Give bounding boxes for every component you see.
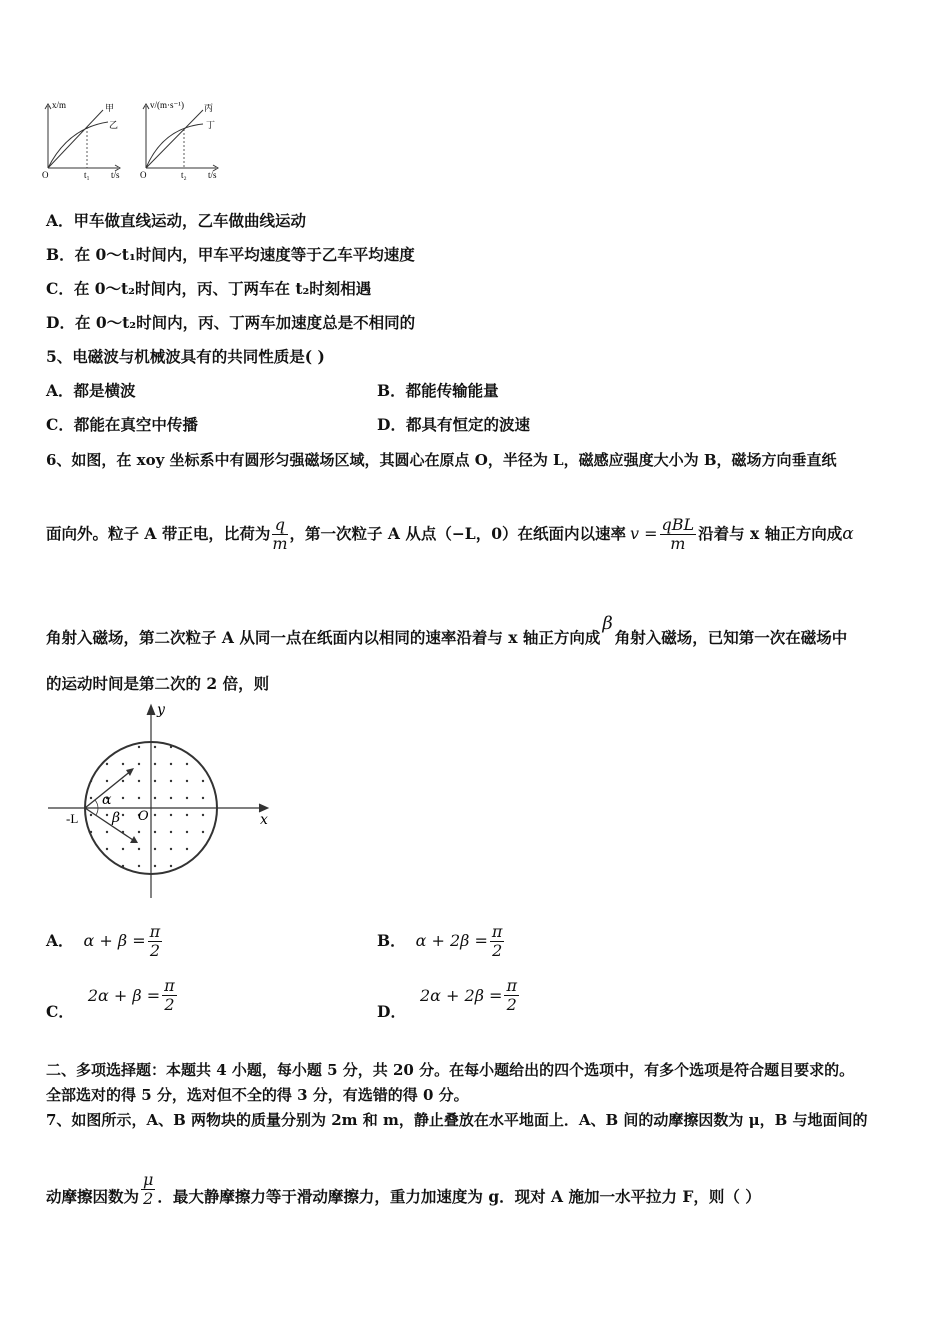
q5-option-a: A．都是横波 [46, 381, 136, 400]
option-expr: α + β = [83, 931, 146, 950]
q6-line1: 6、如图，在 xoy 坐标系中有圆形匀强磁场区域，其圆心在原点 O，半径为 L，磁感应强度大小为 B，磁场方向垂直纸 [46, 451, 837, 469]
xt-tick-t1: t₁ [84, 170, 90, 180]
field-dot [202, 797, 204, 799]
q6-line2 [46, 513, 854, 555]
field-dot [202, 814, 204, 816]
q6-line2-c: 沿着与 x 轴正方向成 [698, 524, 843, 543]
frac-num: qBL [661, 514, 695, 534]
frac-num: π [491, 921, 503, 941]
field-dot [154, 780, 156, 782]
field-dot [170, 763, 172, 765]
ding-curve [146, 124, 203, 168]
field-dot [138, 797, 140, 799]
q6-speed [660, 516, 697, 553]
option-label: C． [46, 1002, 74, 1021]
field-dot [170, 814, 172, 816]
field-dot [154, 865, 156, 867]
field-dot [186, 763, 188, 765]
q6-option-a [46, 920, 164, 962]
beta-symbol: β [602, 613, 613, 634]
fig-y-label: y [157, 702, 165, 718]
field-dot [154, 848, 156, 850]
field-dot [170, 780, 172, 782]
frac-num: π [164, 976, 175, 995]
option-expr: 2α + β = [87, 985, 161, 1005]
field-dot [106, 746, 108, 748]
q4-option-b: B．在 0～t₁时间内，甲车平均速度等于乙车平均速度 [46, 245, 415, 264]
option-label: A． [46, 931, 74, 950]
field-dot [122, 763, 124, 765]
q6-line3-a: 角射入磁场，第二次粒子 A 从同一点在纸面内以相同的速率沿着与 x 轴正方向成 [46, 628, 601, 647]
frac-den: 2 [149, 940, 160, 960]
field-dot [170, 848, 172, 850]
field-dot [186, 865, 188, 867]
v-lhs: v = [630, 524, 658, 543]
frac-den: m [670, 533, 686, 553]
field-dot [106, 831, 108, 833]
q5-option-d: D．都具有恒定的波速 [377, 415, 530, 434]
fig-alpha: α [102, 792, 112, 808]
field-dot [106, 865, 108, 867]
field-dot [138, 831, 140, 833]
vt-origin: O [140, 170, 147, 180]
xt-graph [42, 100, 120, 180]
field-dot [122, 865, 124, 867]
field-dot [186, 831, 188, 833]
q6-line2-b: ，第一次粒子 A 从点（−L，0）在纸面内以速率 [289, 524, 626, 543]
fig-x-label: x [260, 812, 268, 828]
field-dot [122, 814, 124, 816]
field-dot [90, 797, 92, 799]
field-dot [170, 865, 172, 867]
xt-xlabel: t/s [111, 170, 120, 180]
frac-num: q [274, 514, 286, 534]
q6-line3-b: 角射入磁场，已知第一次在磁场中 [614, 628, 848, 647]
q7-line1: 7、如图所示，A、B 两物块的质量分别为 2m 和 m，静止叠放在水平地面上．A、B 间的动摩擦因数为 μ，B 与地面间的 [46, 1111, 868, 1129]
field-dot [170, 746, 172, 748]
bing-line [146, 110, 203, 168]
frac-den: 2 [492, 940, 503, 960]
option-expr: 2α + 2β = [419, 985, 503, 1005]
field-dot [138, 763, 140, 765]
field-dot [138, 865, 140, 867]
vt-xlabel: t/s [208, 170, 217, 180]
frac-den: m [272, 533, 288, 553]
field-dot [154, 746, 156, 748]
field-dot [154, 814, 156, 816]
vt-label-ding: 丁 [206, 120, 216, 130]
q6-line2-a: 面向外。粒子 A 带正电，比荷为 [46, 524, 271, 543]
q5-option-b: B．都能传输能量 [377, 381, 499, 400]
field-dot [170, 831, 172, 833]
magnetic-field-figure [46, 702, 280, 898]
q4-option-c: C．在 0～t₂时间内，丙、丁两车在 t₂时刻相遇 [46, 279, 372, 298]
field-dot [90, 848, 92, 850]
field-dot [186, 797, 188, 799]
option-label: B． [377, 931, 406, 950]
frac-num: π [149, 921, 161, 941]
field-dot [186, 780, 188, 782]
fig-beta: β [112, 810, 121, 826]
field-dot [154, 797, 156, 799]
motion-graphs [38, 98, 228, 182]
option-label: D． [377, 1002, 406, 1021]
q6-charge-ratio [272, 516, 287, 553]
field-dot [138, 848, 140, 850]
q6-line4: 的运动时间是第二次的 2 倍，则 [46, 674, 270, 693]
vt-label-bing: 丙 [204, 103, 214, 113]
field-dot [106, 763, 108, 765]
field-dot [186, 848, 188, 850]
field-dot [202, 865, 204, 867]
field-dot [138, 746, 140, 748]
field-dot [202, 746, 204, 748]
q4-option-a: A．甲车做直线运动，乙车做曲线运动 [46, 211, 307, 230]
vt-ylabel: v/(m·s⁻¹) [150, 100, 184, 110]
jia-line [48, 110, 103, 168]
xt-label-yi: 乙 [109, 120, 119, 130]
q6-option-b [377, 920, 506, 962]
q6-option-c [46, 976, 179, 1022]
field-dot [138, 780, 140, 782]
field-dot [202, 831, 204, 833]
xt-label-jia: 甲 [105, 103, 115, 113]
section2-line2: 全部选对的得 5 分，选对但不全的得 3 分，有选错的得 0 分。 [46, 1086, 469, 1104]
q7-line2-a: 动摩擦因数为 [46, 1187, 140, 1206]
field-dot [202, 780, 204, 782]
frac-den: 2 [506, 995, 517, 1014]
field-dot [122, 797, 124, 799]
q5-option-c: C．都能在真空中传播 [46, 415, 198, 434]
vt-tick-t2: t₂ [181, 170, 187, 180]
frac-den: 2 [164, 995, 175, 1014]
field-dot [106, 848, 108, 850]
q6-line3 [46, 613, 848, 648]
q7-line2-b: ．最大静摩擦力等于滑动摩擦力，重力加速度为 g．现对 A 施加一水平拉力 F，则（ ） [157, 1187, 761, 1206]
q4-option-d: D．在 0～t₂时间内，丙、丁两车加速度总是不相同的 [46, 313, 416, 332]
field-dot [106, 814, 108, 816]
field-dot [106, 780, 108, 782]
field-dot [154, 763, 156, 765]
q7-mu-half [141, 1171, 155, 1208]
field-dot [122, 848, 124, 850]
fig-neg-l: -L [66, 811, 79, 826]
frac-num: π [506, 976, 517, 995]
field-dot [90, 746, 92, 748]
q7-line2 [46, 1169, 761, 1218]
field-dot [90, 814, 92, 816]
field-dot [154, 831, 156, 833]
q5-stem: 5、电磁波与机械波具有的共同性质是( ) [46, 347, 325, 366]
field-dot [90, 831, 92, 833]
field-dot [186, 814, 188, 816]
frac-num: μ [143, 1169, 154, 1189]
vt-graph [140, 100, 218, 180]
fig-origin: O [138, 809, 149, 824]
field-dot [122, 780, 124, 782]
yi-curve [48, 122, 108, 168]
frac-den: 2 [143, 1188, 154, 1208]
section2-line1: 二、多项选择题：本题共 4 小题，每小题 5 分，共 20 分。在每小题给出的四个选项中，有多个选项是符合题目要求的。 [46, 1061, 855, 1079]
field-dot [170, 797, 172, 799]
xt-ylabel: x/m [52, 100, 67, 110]
q6-option-d [377, 976, 521, 1022]
field-dot [90, 763, 92, 765]
option-expr: α + 2β = [415, 931, 488, 950]
field-dot [186, 746, 188, 748]
field-dot [90, 865, 92, 867]
xt-origin: O [42, 170, 49, 180]
alpha-symbol: α [842, 524, 854, 544]
